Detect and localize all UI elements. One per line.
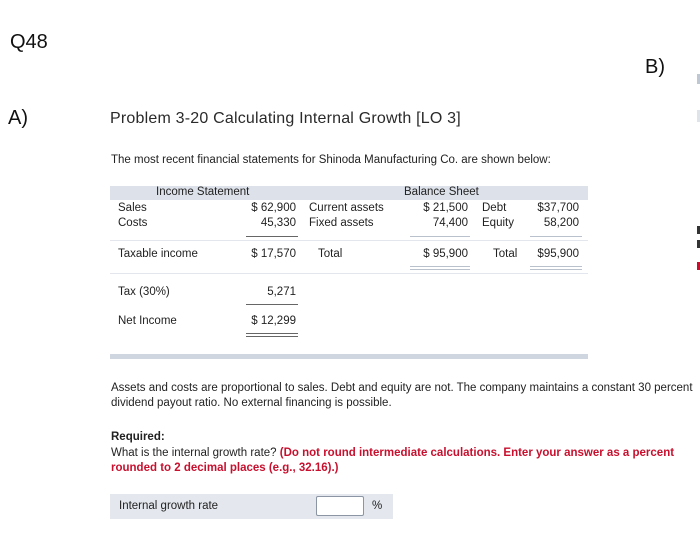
row-separator	[110, 240, 588, 241]
costs-value: 45,330	[260, 217, 296, 229]
internal-growth-rate-label: Internal growth rate	[119, 500, 219, 512]
total-liabilities-double-rule	[530, 269, 582, 270]
equity-underline	[530, 236, 582, 237]
taxable-income-label: Taxable income	[118, 248, 198, 260]
taxable-income-value: $ 17,570	[251, 248, 296, 260]
required-question-text: What is the internal growth rate?	[111, 447, 277, 459]
question-number: Q48	[10, 31, 48, 53]
part-a-label: A)	[8, 107, 28, 129]
total-liabilities-double-rule	[530, 266, 582, 267]
current-assets-label: Current assets	[309, 202, 384, 214]
tax-label: Tax (30%)	[118, 286, 170, 298]
fixed-assets-value: 74,400	[432, 217, 468, 229]
net-income-double-rule	[246, 336, 298, 337]
percent-unit: %	[372, 500, 383, 512]
fixed-assets-label: Fixed assets	[309, 217, 374, 229]
debt-label: Debt	[482, 202, 507, 214]
total-liabilities-label: Total	[493, 248, 518, 260]
balance-sheet-heading: Balance Sheet	[404, 186, 479, 198]
total-assets-value: $ 95,900	[423, 248, 468, 260]
problem-intro: The most recent financial statements for Shinoda Manufacturing Co. are shown below:	[111, 154, 551, 166]
net-income-value: $ 12,299	[251, 315, 296, 327]
part-b-label: B)	[645, 56, 665, 78]
net-income-double-rule	[246, 333, 298, 334]
equity-value: 58,200	[543, 217, 579, 229]
required-question	[111, 446, 691, 476]
income-statement-heading: Income Statement	[156, 186, 250, 198]
total-assets-double-rule	[410, 269, 470, 270]
equity-label: Equity	[482, 217, 514, 229]
costs-underline	[246, 236, 298, 237]
internal-growth-rate-input[interactable]	[316, 496, 364, 516]
total-liabilities-value: $95,900	[537, 248, 579, 260]
statement-bottom-band	[110, 354, 588, 359]
costs-label: Costs	[118, 217, 148, 229]
required-instruction: (Do not round intermediate calculations. Enter your answer as a percent rounded to 2 decimal places (e.g., 32.16).)	[111, 447, 675, 474]
sales-label: Sales	[118, 202, 147, 214]
sales-value: $ 62,900	[251, 202, 296, 214]
row-separator	[110, 273, 588, 274]
tax-value: 5,271	[267, 286, 296, 298]
net-income-label: Net Income	[118, 315, 177, 327]
tax-underline	[246, 304, 298, 305]
total-assets-double-rule	[410, 266, 470, 267]
assumptions-text: Assets and costs are proportional to sales. Debt and equity are not. The company maintains a constant 30 percent dividend payout ratio. No external financing is possible.	[111, 382, 693, 409]
debt-value: $37,700	[537, 202, 579, 214]
required-heading: Required:	[111, 431, 165, 443]
current-assets-value: $ 21,500	[423, 202, 468, 214]
total-assets-label: Total	[318, 248, 343, 260]
problem-title: Problem 3-20 Calculating Internal Growth [LO 3]	[110, 110, 461, 127]
fixed-assets-underline	[410, 236, 470, 237]
